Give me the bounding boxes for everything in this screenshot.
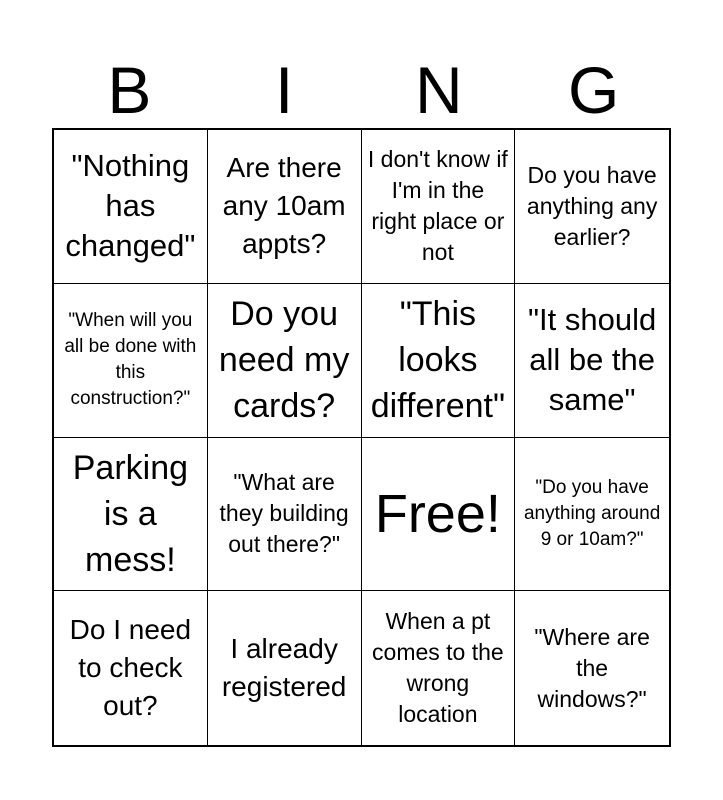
header-letter-g: G <box>567 53 620 127</box>
bingo-cell-text: Parking is a mess! <box>72 448 189 579</box>
bingo-cell-text: "When will you all be done with this construction?" <box>64 310 197 410</box>
bingo-cell-r1-c4[interactable] <box>515 130 669 284</box>
bingo-cell-r4-c1[interactable] <box>54 591 208 745</box>
bingo-cell-text: "Do you have anything around 9 or 10am?" <box>523 476 661 550</box>
bingo-cell-text: "Nothing has changed" <box>65 148 196 264</box>
bingo-cell-r1-c3[interactable] <box>362 130 516 284</box>
bingo-cell-text: "It should all be the same" <box>528 302 657 418</box>
bingo-cell-r4-c4[interactable] <box>515 591 669 745</box>
bingo-cell-r2-c2[interactable] <box>208 284 362 438</box>
bingo-cell-text: Do you have anything any earlier? <box>526 161 658 250</box>
header-letter-n: N <box>415 53 463 127</box>
header-letter-b: B <box>107 53 152 127</box>
bingo-cell-r4-c3[interactable] <box>362 591 516 745</box>
bingo-cell-r2-c4[interactable] <box>515 284 669 438</box>
bingo-cell-r1-c1[interactable] <box>54 130 208 284</box>
bingo-cell-r2-c3[interactable] <box>362 284 516 438</box>
free-space-label: Free! <box>374 483 501 544</box>
bingo-cell-r3-c4[interactable] <box>515 438 669 592</box>
bingo-cell-r3-c2[interactable] <box>208 438 362 592</box>
bingo-cell-text: Do you need my cards? <box>218 295 350 426</box>
header-letter-i: I <box>274 53 294 127</box>
bingo-cell-text: "Where are the windows?" <box>534 623 650 712</box>
bingo-cell-r4-c2[interactable] <box>208 591 362 745</box>
bingo-cell-r1-c2[interactable] <box>208 130 362 284</box>
bingo-cell-text: I already registered <box>221 633 347 703</box>
bingo-cell-r2-c1[interactable] <box>54 284 208 438</box>
bingo-cell-r3-c1[interactable] <box>54 438 208 592</box>
bingo-cell-text: I don't know if I'm in the right place or not <box>367 146 508 266</box>
bingo-cell-text: When a pt comes to the wrong location <box>372 608 504 728</box>
bingo-cell-text: "This looks different" <box>370 295 506 426</box>
bingo-cell-text: "What are they building out there?" <box>219 469 349 558</box>
bingo-cell-free-space[interactable] <box>362 438 516 592</box>
bingo-header <box>52 52 671 128</box>
bingo-card-grid <box>52 128 671 747</box>
bingo-cell-text: Do I need to check out? <box>69 614 192 722</box>
bingo-cell-text: Are there any 10am appts? <box>222 152 346 260</box>
